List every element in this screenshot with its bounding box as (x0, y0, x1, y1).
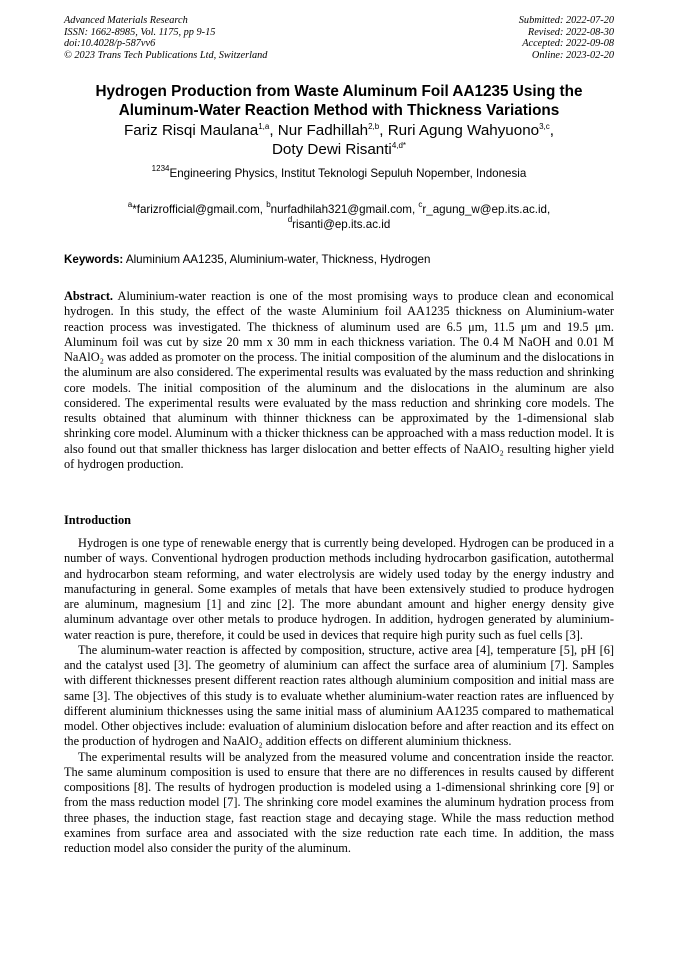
author-name: Ruri Agung Wahyuono (387, 122, 540, 139)
journal-name: Advanced Materials Research (64, 15, 188, 26)
title-line: Hydrogen Production from Waste Aluminum Foil AA1235 Using the (95, 83, 583, 100)
copyright: © 2023 Trans Tech Publications Ltd, Switzerland (64, 49, 268, 61)
online-date: Online: 2023-02-20 (531, 49, 614, 61)
keywords-text: Aluminium AA1235, Aluminium-water, Thickness, Hydrogen (123, 253, 431, 266)
email[interactable]: risanti@ep.its.ac.id (292, 218, 391, 231)
abstract (64, 289, 614, 472)
email[interactable]: nurfadhilah321@gmail.com, (270, 203, 419, 216)
email-list (64, 202, 614, 232)
abstract-text: Aluminium-water reaction is one of the most promising ways to produce clean and economical hydrogen. In this study, the effect of the waste Aluminium foil AA1235 thickness on Aluminium-water reaction process was investigated. The thickness of aluminum used are 6.5 μm, 11.5 μm and 19.5 μm. Aluminum foil was cut by size 20 mm x 30 mm in each thickness variation. The 0.4 M NaOH and 0.01 M NaAlO₂ was added as promoter on the process. The initial composition of the aluminum and the dislocations in the aluminum are also considered. The experimental results was evaluated by the mass reduction and shrinking core models. The initial composition of the aluminum and the dislocations in the aluminum are also considered. The experimental results were evaluated by the mass reduction and shrinking core models. The results obtained that aluminum with thinner thickness can be approximated by the 1-dimensional slab shrinking core model. Aluminum with a thicker thickness can be approached with a mass reduction model. It is also found out that smaller thickness has larger dislocation and better effects of NaAlO₂ resulting higher yield of hydrogen production. (64, 289, 614, 471)
doi: doi:10.4028/p-587vv6 (64, 38, 156, 50)
separator: , (379, 122, 388, 139)
abstract-label: Abstract. (64, 289, 114, 303)
email-sup: b (266, 200, 271, 209)
email-sup: d (287, 215, 293, 224)
affiliation (64, 164, 614, 180)
submitted-date: Submitted: 2022-07-20 (518, 15, 614, 26)
section-heading: Introduction (64, 513, 131, 527)
author-affil: 2,b (368, 122, 380, 131)
paragraph: The experimental results will be analyzed from the measured volume and concentration inside the reactor. The same aluminum composition is used to ensure that there are no differences in results caused by different compositions [8]. The results of hydrogen production is modeled using a 1-dimensional shrinking core [9] or from the mass reduction model [7]. The shrinking core model examines the aluminum hydration process from three phases, the induction stage, fast reaction stage and decaying stage. While the mass reduction method examines from surface area and associated with the size reduction rate each time. In addition, the mass reduction model also consider the purity of the aluminum. (64, 749, 614, 855)
issn-volume: ISSN: 1662-8985, Vol. 1175, pp 9-15 (64, 26, 216, 38)
paper-title (64, 83, 614, 120)
author-list (64, 122, 614, 159)
separator: , (549, 122, 555, 139)
author-name: Fariz Risqi Maulana (123, 122, 259, 139)
author-name: Doty Dewi Risanti (271, 140, 392, 158)
email-sup: a (127, 200, 133, 209)
affiliation-text: Engineering Physics, Institut Teknologi Sepuluh Nopember, Indonesia (169, 167, 527, 180)
journal-info (64, 15, 267, 61)
email[interactable]: *farizrofficial@gmail.com, (132, 203, 267, 216)
introduction-body (64, 536, 614, 856)
keywords (64, 253, 614, 266)
separator: , (269, 122, 278, 139)
title-line: Aluminum-Water Reaction Method with Thickness Variations (118, 101, 560, 119)
author-affil: 3,c (539, 122, 550, 131)
paragraph: Hydrogen is one type of renewable energy that is currently being developed. Hydrogen can be produced in a number of ways. Conventional hydrogen production methods including hydrocarbon gasification, autothermal and hydrocarbon steam reforming, and water electrolysis are widely used today by the energy industry and manufacturing in general. Some examples of metals that have been extensively studied to produce hydrogen are aluminum, magnesium [1] and zinc [2]. The more abundant amount and higher energy density give aluminum advantage over other metals to produce hydrogen. In addition, hydrogen generated by aluminium-water reaction is pure, therefore, it could be used in devices that require high purity such as fuel cells [3]. (64, 536, 614, 642)
affiliation-sup: 1234 (151, 164, 170, 173)
paragraph: The aluminum-water reaction is affected by composition, structure, active area [4], temperature [5], pH [6] and the catalyst used [3]. The geometry of aluminium can affect the surface area of aluminium [7]. Samples with different thicknesses present different reaction rates although aluminium composition and initial mass are same [3]. The objectives of this study is to evaluate whether aluminium-water reaction rates are influenced by different aluminium thicknesses using the same initial mass of aluminium AA1235 compared to mathematical model. Other objectives include: evaluation of aluminium dislocation before and after reaction and its effect on the production of hydrogen and NaAlO₂ addition effects on different aluminium thickness. (64, 642, 614, 749)
author-affil: 4,d* (391, 140, 407, 150)
keywords-label: Keywords: (64, 253, 124, 266)
author-name: Nur Fadhillah (277, 122, 369, 139)
email-sup: c (418, 200, 423, 209)
revised-date: Revised: 2022-08-30 (527, 26, 614, 38)
accepted-date: Accepted: 2022-09-08 (522, 38, 614, 50)
email[interactable]: r_agung_w@ep.its.ac.id, (422, 203, 551, 216)
publication-dates (519, 15, 614, 61)
author-affil: 1,a (258, 122, 270, 131)
